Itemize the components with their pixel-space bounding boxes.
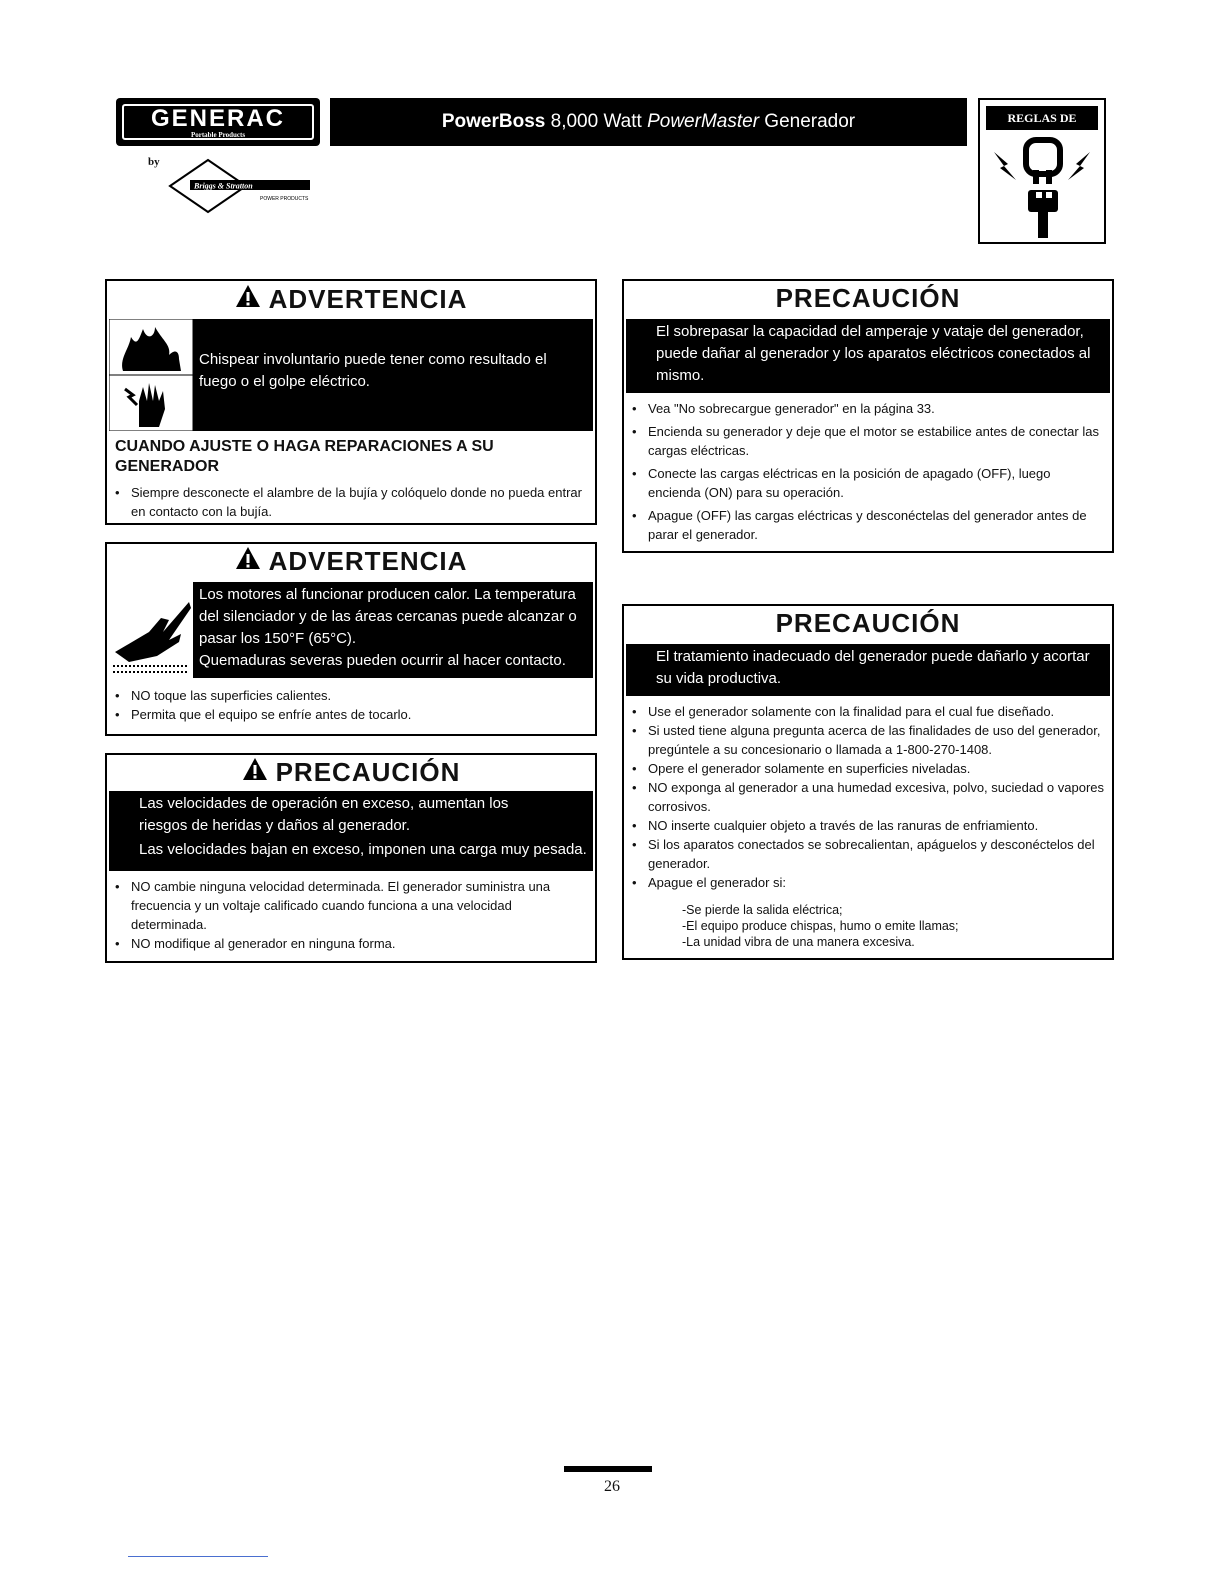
heading-text: PRECAUCIÓN <box>275 757 461 787</box>
badge-label: REGLAS DE SEGURIDAD <box>986 106 1098 130</box>
caution-box-speed <box>105 753 597 963</box>
heading-text: ADVERTENCIA <box>268 546 468 576</box>
list-item: • Permita que el equipo se enfríe antes de tocarlo. <box>109 705 593 724</box>
signal-message: Chispear involuntario puede tener como resultado el fuego o el golpe eléctrico. <box>193 319 593 431</box>
list-item: • NO toque las superficies calientes. <box>109 686 593 705</box>
list-item: • NO modifique al generador en ninguna forma. <box>109 934 587 953</box>
box-body <box>109 437 593 521</box>
document-title <box>330 98 967 146</box>
logo-subtitle: Portable Products <box>190 131 246 139</box>
warning-heading <box>107 544 595 582</box>
warning-box-heat <box>105 542 597 736</box>
signal-message: El tratamiento inadecuado del generador puede dañarlo y acortar su vida productiva. <box>626 644 1110 696</box>
signal-line-2: Quemaduras severas pueden ocurrir al hacer contacto. <box>199 652 566 669</box>
title-product: Generador <box>764 111 856 132</box>
logo-text: GENERAC <box>150 105 285 132</box>
signal-line-2: Las velocidades bajan en exceso, imponen una carga muy pesada. <box>139 841 587 858</box>
caution-heading <box>107 755 595 791</box>
caution-heading: PRECAUCIÓN <box>775 608 961 638</box>
caution-box-overload <box>622 279 1114 553</box>
list-item: • Apague el generador si: <box>626 873 1106 892</box>
signal-message <box>193 582 593 678</box>
title-series: PowerMaster <box>647 111 760 132</box>
title-wattage: 8,000 Watt <box>550 111 642 132</box>
list-item: • NO inserte cualquier objeto a través de las ranuras de enfriamiento. <box>626 816 1106 835</box>
list-item: • Opere el generador solamente en superficies niveladas. <box>626 759 1106 778</box>
electric-plug-icon <box>986 134 1098 238</box>
heading-text: ADVERTENCIA <box>268 284 468 314</box>
warning-triangle-icon <box>235 546 261 570</box>
bs-logo-text: Briggs & Stratton <box>194 181 253 191</box>
signal-line-1: Las velocidades de operación en exceso, aumentan los riesgos de heridas y daños al generador. <box>139 795 509 834</box>
warning-triangle-icon <box>242 757 268 781</box>
page-number: 26 <box>604 1478 620 1495</box>
title-model: PowerBoss <box>441 111 546 132</box>
by-label: by <box>148 156 160 168</box>
caution-box-usage <box>622 604 1114 960</box>
list-item: • Encienda su generador y deje que el motor se estabilice antes de conectar las cargas eléctricas. <box>626 422 1104 460</box>
caution-heading: PRECAUCIÓN <box>775 283 961 313</box>
warning-box-spark <box>105 279 597 525</box>
subheading: CUANDO AJUSTE O HAGA REPARACIONES A SU GENERADOR <box>115 438 494 475</box>
list-item: • Use el generador solamente con la finalidad para el cual fue diseñado. <box>626 702 1106 721</box>
list-item: • Si usted tiene alguna pregunta acerca de las finalidades de uso del generador, pregúntele a su concesionario o llamada a 1-800-270-1408. <box>626 721 1106 759</box>
signal-line-1: Los motores al funcionar producen calor. La temperatura del silenciador y de las áreas cercanas puede alcanzar o pasar los 150°F (65°C). <box>199 586 577 647</box>
list-item: • Siempre desconecte el alambre de la bujía y colóquelo donde no pueda entrar en contacto con la bujía. <box>109 483 593 521</box>
warning-triangle-icon <box>235 284 261 308</box>
sub-list-item: -El equipo produce chispas, humo o emite llamas; <box>682 919 959 933</box>
sub-list-item: -Se pierde la salida eléctrica; <box>682 903 843 917</box>
generac-logo <box>116 98 320 146</box>
safety-rules-badge <box>978 98 1106 244</box>
briggs-stratton-logo <box>168 158 318 219</box>
list-item: • Si los aparatos conectados se sobrecalientan, apáguelos y desconéctelos del generador. <box>626 835 1106 873</box>
list-item: • NO exponga al generador a una humedad excesiva, polvo, suciedad o vapores corrosivos. <box>626 778 1106 816</box>
list-item: • Conecte las cargas eléctricas en la posición de apagado (OFF), luego encienda (ON) para su operación. <box>626 464 1104 502</box>
warning-heading <box>107 281 595 319</box>
page-number-bar <box>564 1466 652 1472</box>
hot-surface-icon <box>109 582 193 678</box>
footer-rule <box>128 1556 268 1557</box>
list-item: • NO cambie ninguna velocidad determinada. El generador suministra una frecuencia y un voltaje calificado cuando funciona a una velocidad determinada. <box>109 877 587 934</box>
sub-list-item: -La unidad vibra de una manera excesiva. <box>682 935 915 949</box>
list-item: • Apague (OFF) las cargas eléctricas y desconéctelas del generador antes de parar el generador. <box>626 506 1104 544</box>
shutdown-conditions <box>626 902 1106 950</box>
signal-message <box>109 791 593 871</box>
list-item: • Vea "No sobrecargue generador" en la página 33. <box>626 399 1104 418</box>
fire-shock-icons <box>109 319 193 431</box>
bs-logo-sub: POWER PRODUCTS <box>260 196 309 202</box>
signal-message: El sobrepasar la capacidad del amperaje y vataje del generador, puede dañar al generador y los aparatos eléctricos conectados al mismo. <box>626 319 1110 393</box>
